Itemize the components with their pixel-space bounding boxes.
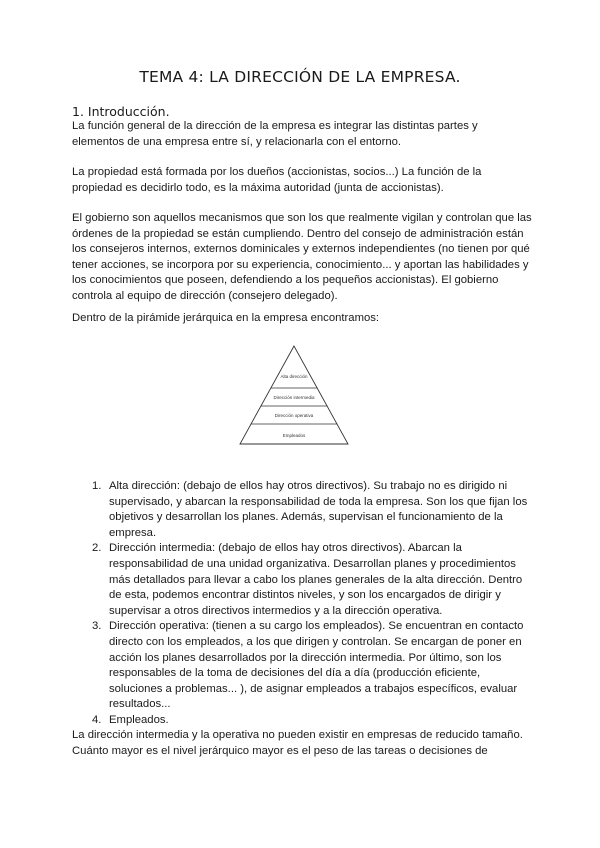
list-item: [92, 479, 528, 541]
pyramid-level-label: Empleados: [282, 433, 306, 438]
pyramid-level-label: Dirección operativa: [274, 413, 314, 418]
hierarchy-pyramid-diagram: [236, 344, 352, 448]
list-item-text: Empleados.: [109, 713, 169, 726]
paragraph-closing: La dirección intermedia y la operativa no pueden existir en empresas de reducido tamaño. Cuánto mayor es el nivel jerárquico mayor es el peso de las tareas o decisiones de: [72, 729, 523, 757]
paragraph-direccion: La función general de la dirección de la empresa es integrar las distintas partes y elementos de una empresa entre sí, y relacionarla con el entorno.: [72, 120, 478, 148]
list-item: [92, 619, 528, 713]
paragraph-propiedad: La propiedad está formada por los dueños (accionistas, socios...) La función de la propiedad es decidirlo todo, es la máxima autoridad (junta de accionistas).: [72, 166, 482, 194]
hierarchy-list: [92, 479, 528, 729]
list-item: [92, 541, 528, 619]
paragraph-gobierno: El gobierno son aquellos mecanismos que son los que realmente vigilan y controlan que las órdenes de la propiedad se están cumpliendo. Dentro del consejo de administración están los consejeros internos, externos dominicales y externos independientes (no tienen por qué tener acciones, se incorpora por su experiencia, conocimiento... y aportan las habilidades y los conocimientos que poseen, defendiendo a los pequeños accionistas). El gobierno controla al equipo de dirección (consejero delegado).: [72, 212, 532, 302]
page-title: TEMA 4: LA DIRECCIÓN DE LA EMPRESA.: [139, 68, 461, 86]
list-item: [92, 713, 528, 729]
paragraph-piramide-intro: Dentro de la pirámide jerárquica en la empresa encontramos:: [72, 312, 380, 324]
pyramid-level-label: Alta dirección: [280, 374, 308, 379]
list-item-text: Alta dirección: (debajo de ellos hay otros directivos). Su trabajo no es dirigido ni supervisado, y abarcan la responsabilidad de toda la empresa. Son los que fijan los objetivos y desarrollan los planes. Además, supervisan el funcionamiento de la empresa.: [109, 480, 528, 539]
list-item-number: 2.: [92, 542, 102, 555]
list-item-number: 4.: [92, 713, 102, 726]
pyramid-level-label: Dirección intermedia: [273, 395, 315, 400]
section-heading: 1. Introducción.: [72, 104, 170, 119]
list-item-number: 1.: [92, 480, 102, 492]
list-item-text: Dirección operativa: (tienen a su cargo los empleados). Se encuentran en contacto directo con los empleados, a los que dirigen y controlan. Se encargan de poner en acción los planes desarrollados por la dirección intermedia. Por último, son los responsables de la toma de decisiones del día a día (producción eficiente, soluciones a problemas... ), de asignar empleados a trabajos específicos, evaluar resultados...: [109, 620, 524, 711]
list-item-text: Dirección intermedia: (debajo de ellos hay otros directivos). Abarcan la responsabilidad de una unidad organizativa. Desarrollan planes y procedimientos más detallados para llevar a cabo los planes generales de la alta dirección. Dentro de esta, podemos encontrar distintos niveles, y son los encargados de dirigir y supervisar a otros directivos intermedios y a la dirección operativa.: [109, 542, 523, 617]
list-item-number: 3.: [92, 620, 102, 633]
